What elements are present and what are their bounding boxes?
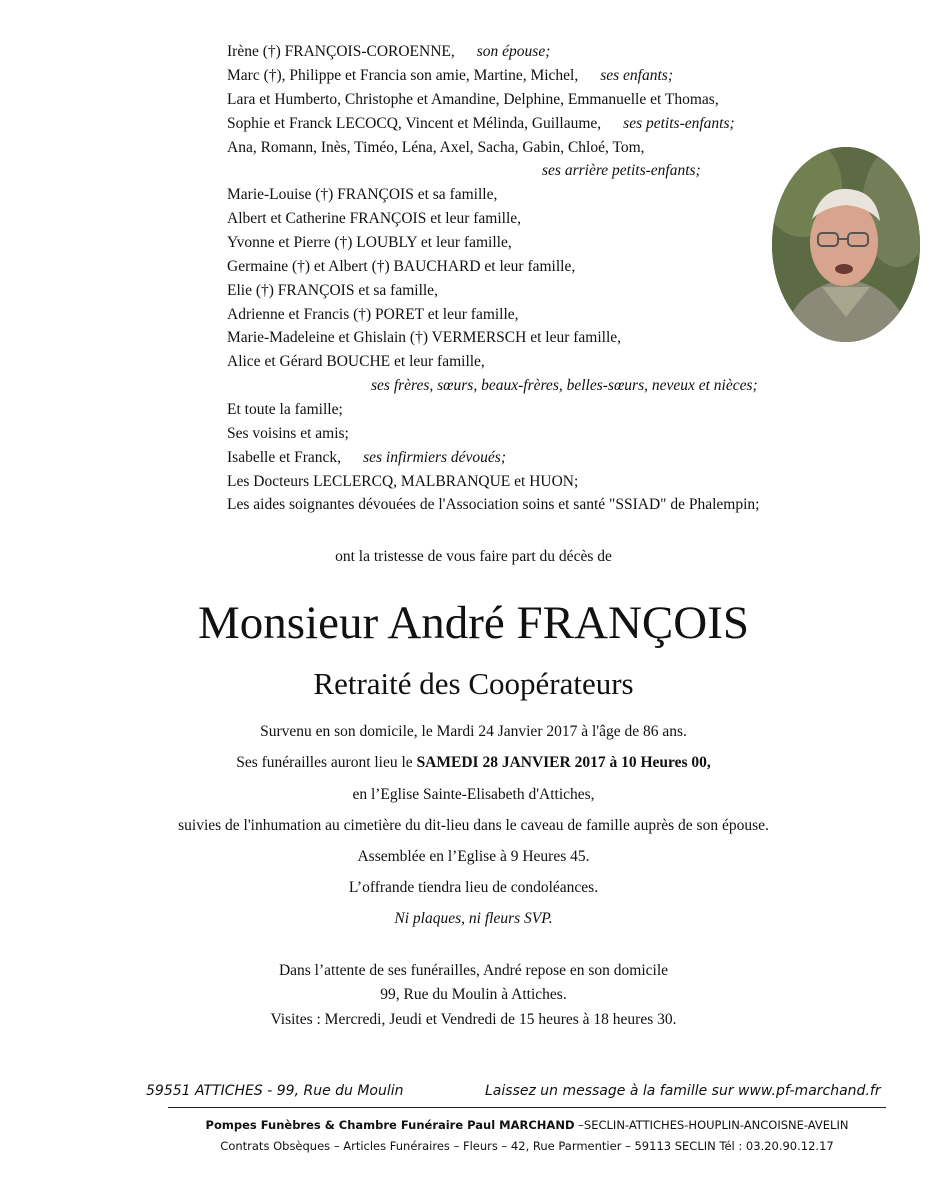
footer-company-locations: –SECLIN-ATTICHES-HOUPLIN-ANCOISNE-AVELIN	[574, 1118, 849, 1132]
no-flowers-line: Ni plaques, ni fleurs SVP.	[394, 910, 553, 927]
announcement-text: ont la tristesse de vous faire part du décès de	[335, 548, 612, 565]
footer-company-name: Pompes Funèbres & Chambre Funéraire Paul MARCHAND	[205, 1118, 575, 1132]
family-line	[227, 44, 550, 60]
family-names: Ana, Romann, Inès, Timéo, Léna, Axel, Sacha, Gabin, Chloé, Tom,	[227, 139, 645, 156]
family-names: Irène (†) FRANÇOIS-COROENNE,	[227, 43, 455, 60]
deceased-title: Retraité des Coopérateurs	[313, 666, 634, 701]
rest-line-1: Dans l’attente de ses funérailles, André repose en son domicile	[278, 962, 669, 979]
family-line	[227, 187, 497, 203]
family-line	[227, 68, 673, 84]
church-line: en l’Eglise Sainte-Elisabeth d'Attiches,	[352, 786, 595, 803]
funeral-date: SAMEDI 28 JANVIER 2017 à 10 Heures 00,	[416, 754, 711, 771]
family-role: ses petits-enfants;	[623, 115, 735, 132]
family-line	[227, 402, 343, 418]
footer-services: Contrats Obsèques – Articles Funéraires – Fleurs – 42, Rue Parmentier – 59113 SECLIN Tél : 03.20.90.12.17	[220, 1139, 834, 1153]
funeral-prefix: Ses funérailles auront lieu le	[236, 754, 417, 771]
family-names: Albert et Catherine FRANÇOIS et leur famille,	[227, 210, 522, 227]
family-line	[227, 259, 575, 275]
family-names: Les aides soignantes dévouées de l'Association soins et santé "SSIAD" de Phalempin;	[227, 496, 760, 513]
family-line	[227, 283, 438, 299]
family-names: Alice et Gérard BOUCHE et leur famille,	[227, 353, 485, 370]
family-line	[227, 92, 719, 108]
funeral-line	[0, 755, 947, 771]
deceased-name: Monsieur André FRANÇOIS	[198, 597, 749, 649]
family-names: Yvonne et Pierre (†) LOUBLY et leur famille,	[227, 234, 512, 251]
offering-line: L’offrande tiendra lieu de condoléances.	[348, 879, 599, 896]
family-line	[371, 378, 758, 394]
family-line	[227, 426, 349, 442]
family-line	[227, 474, 578, 490]
footer-divider	[168, 1107, 886, 1108]
death-notice: Survenu en son domicile, le Mardi 24 Janvier 2017 à l'âge de 86 ans.	[260, 723, 687, 740]
family-line	[227, 354, 485, 370]
family-names: Marc (†), Philippe et Francia son amie, Martine, Michel,	[227, 67, 579, 84]
family-line	[227, 211, 521, 227]
visits-line: Visites : Mercredi, Jeudi et Vendredi de 15 heures à 18 heures 30.	[270, 1011, 677, 1028]
family-line	[227, 497, 759, 513]
family-line	[227, 330, 621, 346]
family-role: ses enfants;	[600, 67, 673, 84]
family-role: ses frères, sœurs, beaux-frères, belles-sœurs, neveux et nièces;	[371, 377, 758, 394]
footer-message: Laissez un message à la famille sur www.pf-marchand.fr	[485, 1083, 881, 1099]
family-names: Ses voisins et amis;	[227, 425, 349, 442]
portrait-photo	[772, 147, 920, 342]
family-names: Elie (†) FRANÇOIS et sa famille,	[227, 282, 438, 299]
family-line	[227, 450, 506, 466]
family-line	[227, 116, 735, 132]
family-names: Sophie et Franck LECOCQ, Vincent et Mélinda, Guillaume,	[227, 115, 602, 132]
family-role: ses infirmiers dévoués;	[363, 449, 506, 466]
family-names: Isabelle et Franck,	[227, 449, 342, 466]
family-names: Marie-Madeleine et Ghislain (†) VERMERSCH et leur famille,	[227, 329, 622, 346]
family-names: Et toute la famille;	[227, 401, 343, 418]
family-names: Germaine (†) et Albert (†) BAUCHARD et leur famille,	[227, 258, 576, 275]
family-role: ses arrière petits-enfants;	[542, 162, 701, 179]
family-names: Adrienne et Francis (†) PORET et leur famille,	[227, 306, 519, 323]
family-names: Lara et Humberto, Christophe et Amandine, Delphine, Emmanuelle et Thomas,	[227, 91, 719, 108]
rest-line-2: 99, Rue du Moulin à Attiches.	[380, 986, 567, 1003]
family-line	[227, 235, 512, 251]
assembly-line: Assemblée en l’Eglise à 9 Heures 45.	[357, 848, 590, 865]
family-role: son épouse;	[476, 43, 551, 60]
footer-address: 59551 ATTICHES - 99, Rue du Moulin	[146, 1083, 404, 1099]
family-line	[227, 307, 519, 323]
family-line	[227, 140, 645, 156]
family-names: Les Docteurs LECLERCQ, MALBRANQUE et HUON;	[227, 473, 579, 490]
burial-line: suivies de l'inhumation au cimetière du dit-lieu dans le caveau de famille auprès de son épouse.	[178, 817, 769, 834]
family-line	[542, 163, 701, 179]
footer-company	[0, 1118, 947, 1132]
family-names: Marie-Louise (†) FRANÇOIS et sa famille,	[227, 186, 498, 203]
